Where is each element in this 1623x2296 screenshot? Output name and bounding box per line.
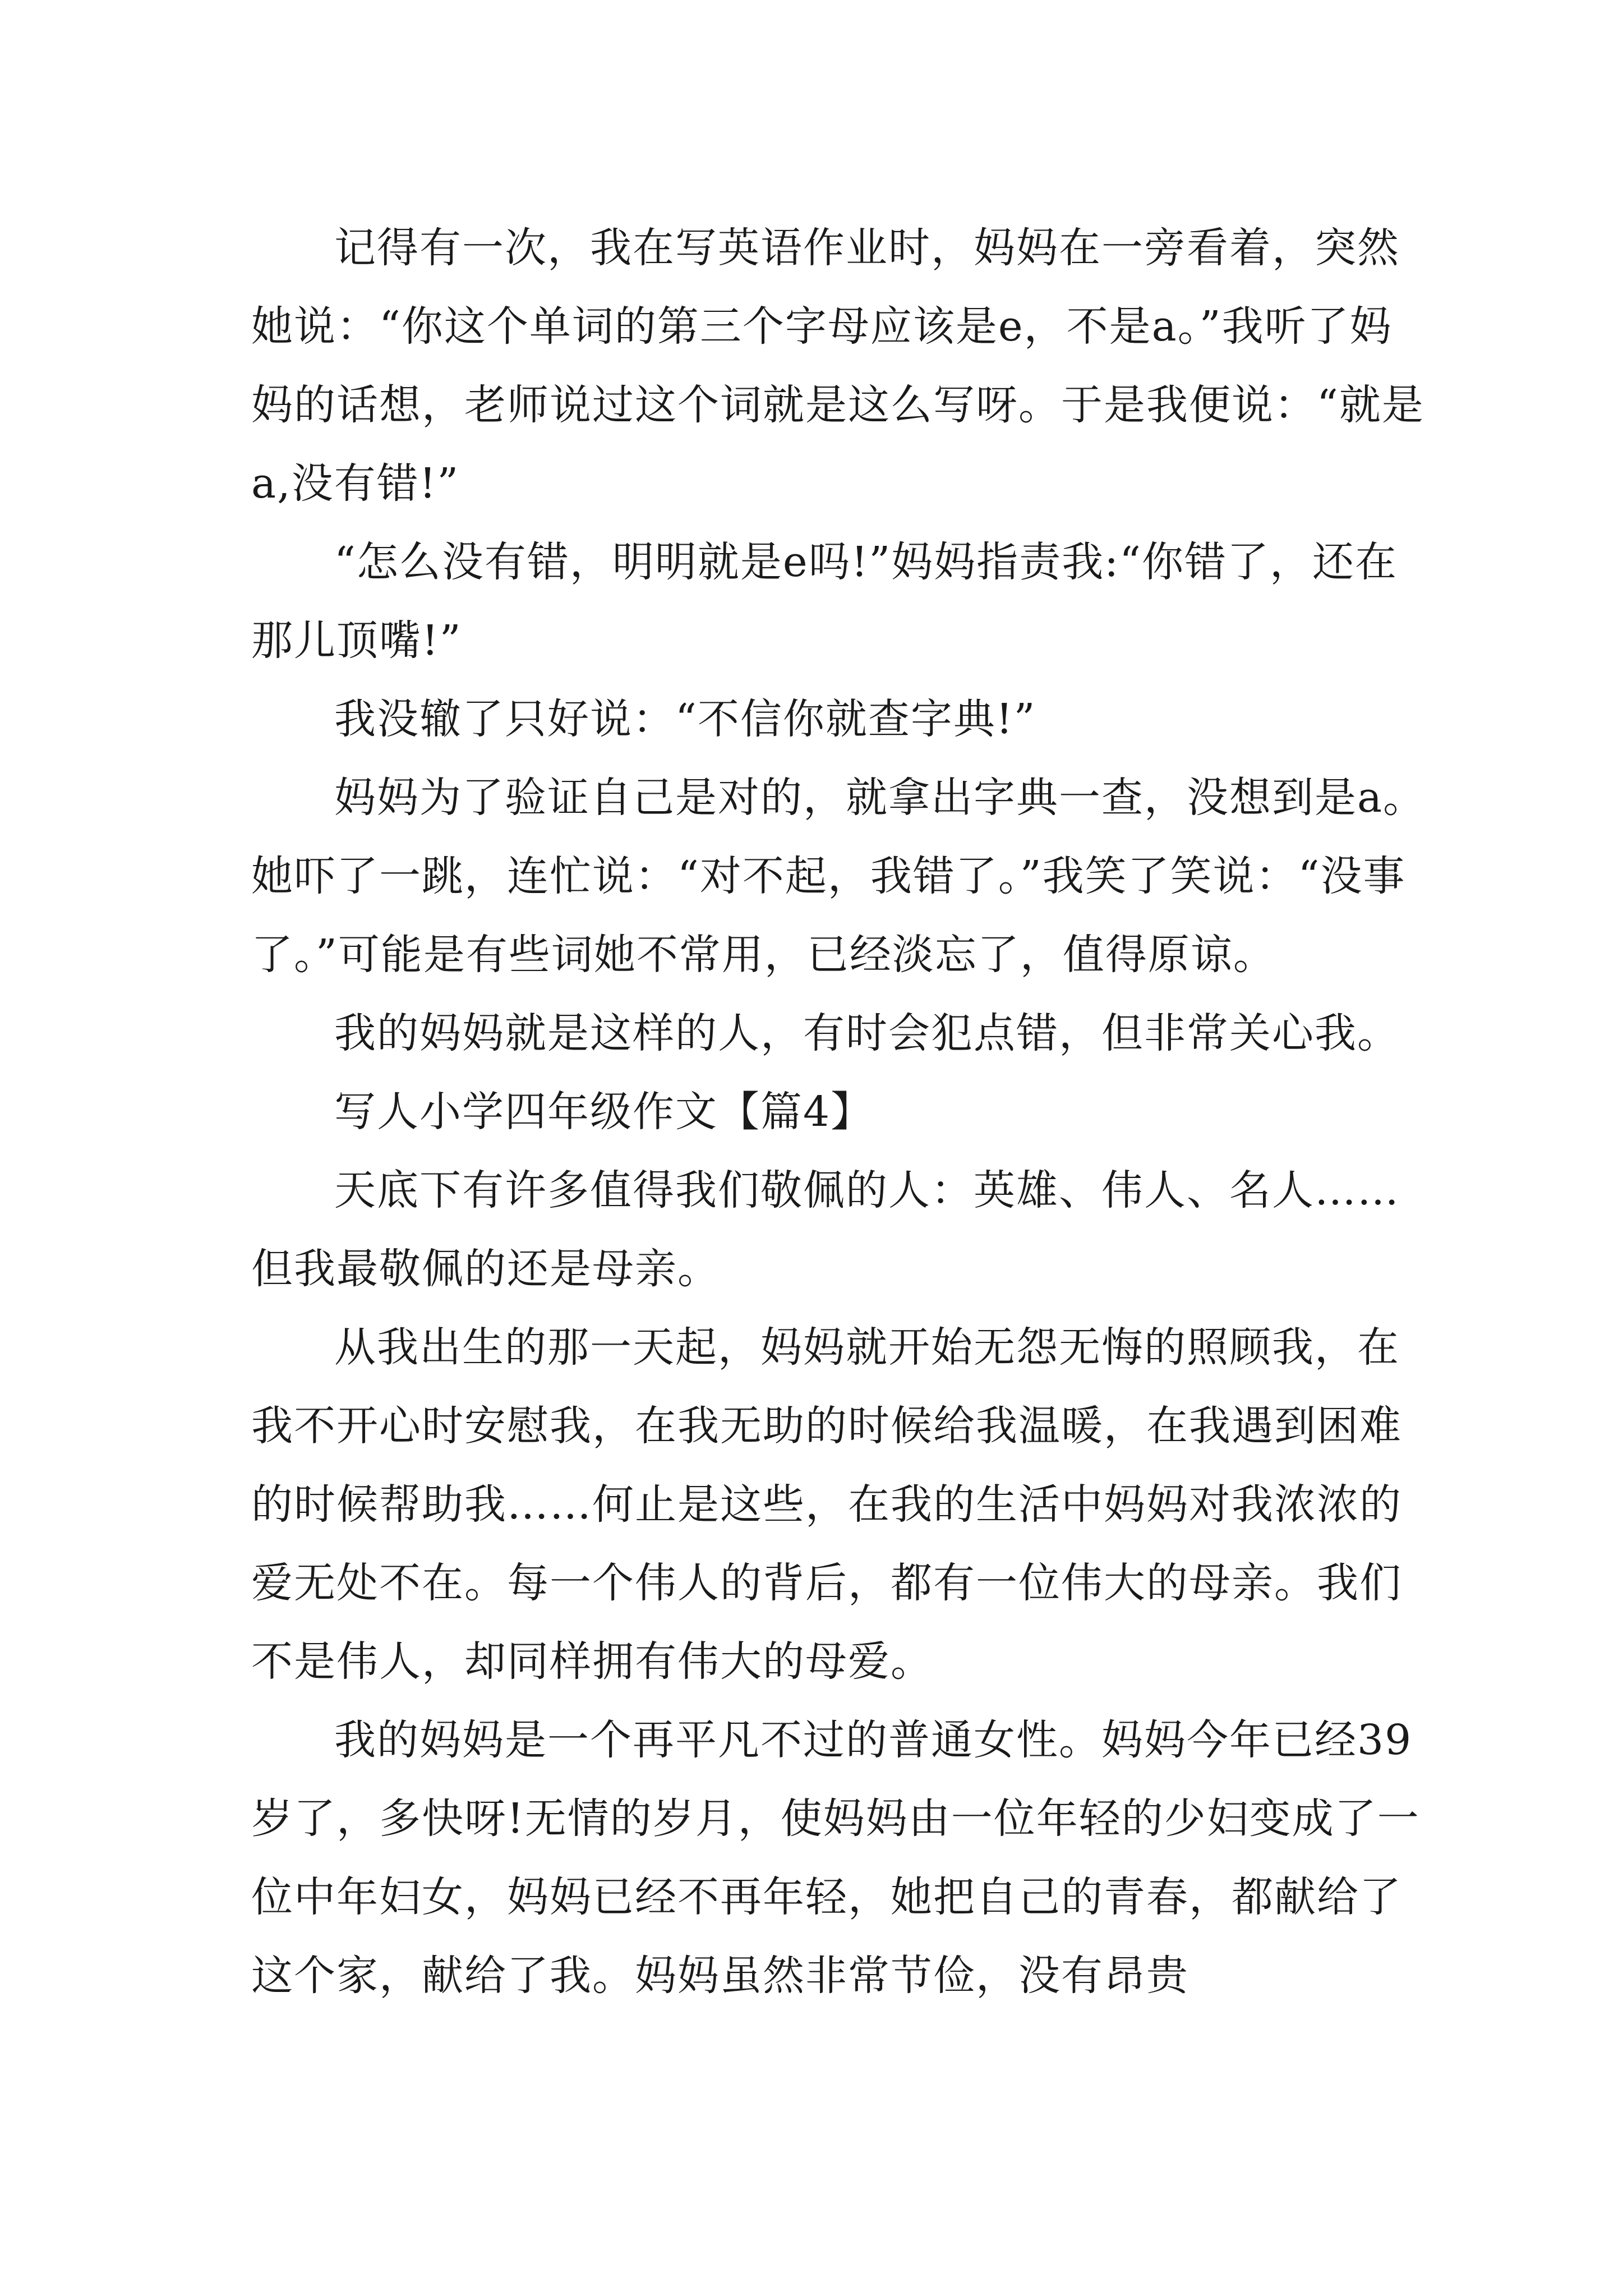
paragraph-4: 妈妈为了验证自己是对的，就拿出字典一查，没想到是a。她吓了一跳，连忙说：“对不起，我错了。”我笑了笑说：“没事了。”可能是有些词她不常用，已经淡忘了，值得原谅。 [251,774,1426,979]
document-body [251,209,1429,2015]
paragraph-6: 天底下有许多值得我们敬佩的人：英雄、伟人、名人……但我最敬佩的还是母亲。 [251,1166,1400,1293]
paragraph-1: 记得有一次，我在写英语作业时，妈妈在一旁看着，突然她说：“你这个单词的第三个字母应该是e，不是a。”我听了妈妈的话想，老师说过这个词就是这么写呀。于是我便说：“就是a,没有错!” [251,224,1424,508]
paragraph-7: 从我出生的那一天起，妈妈就开始无怨无悔的照顾我，在我不开心时安慰我，在我无助的时候给我温暖，在我遇到困难的时候帮助我……何止是这些，在我的生活中妈妈对我浓浓的爱无处不在。每一个伟人的背后，都有一位伟大的母亲。我们不是伟人，却同样拥有伟大的母爱。 [251,1323,1402,1686]
paragraph-5: 我的妈妈就是这样的人，有时会犯点错，但非常关心我。 [334,1009,1400,1057]
paragraph-2: “怎么没有错，明明就是e吗!”妈妈指责我:“你错了，还在那儿顶嘴!” [251,538,1398,665]
section-heading: 写人小学四年级作文【篇4】 [334,1088,874,1136]
paragraph-8: 我的妈妈是一个再平凡不过的普通女性。妈妈今年已经39岁了，多快呀!无情的岁月，使妈妈由一位年轻的少妇变成了一位中年妇女，妈妈已经不再年轻，她把自己的青春，都献给了这个家，献给了我。妈妈虽然非常节俭，没有昂贵 [251,1716,1420,2000]
paragraph-3: 我没辙了只好说：“不信你就查字典!” [334,695,1036,743]
